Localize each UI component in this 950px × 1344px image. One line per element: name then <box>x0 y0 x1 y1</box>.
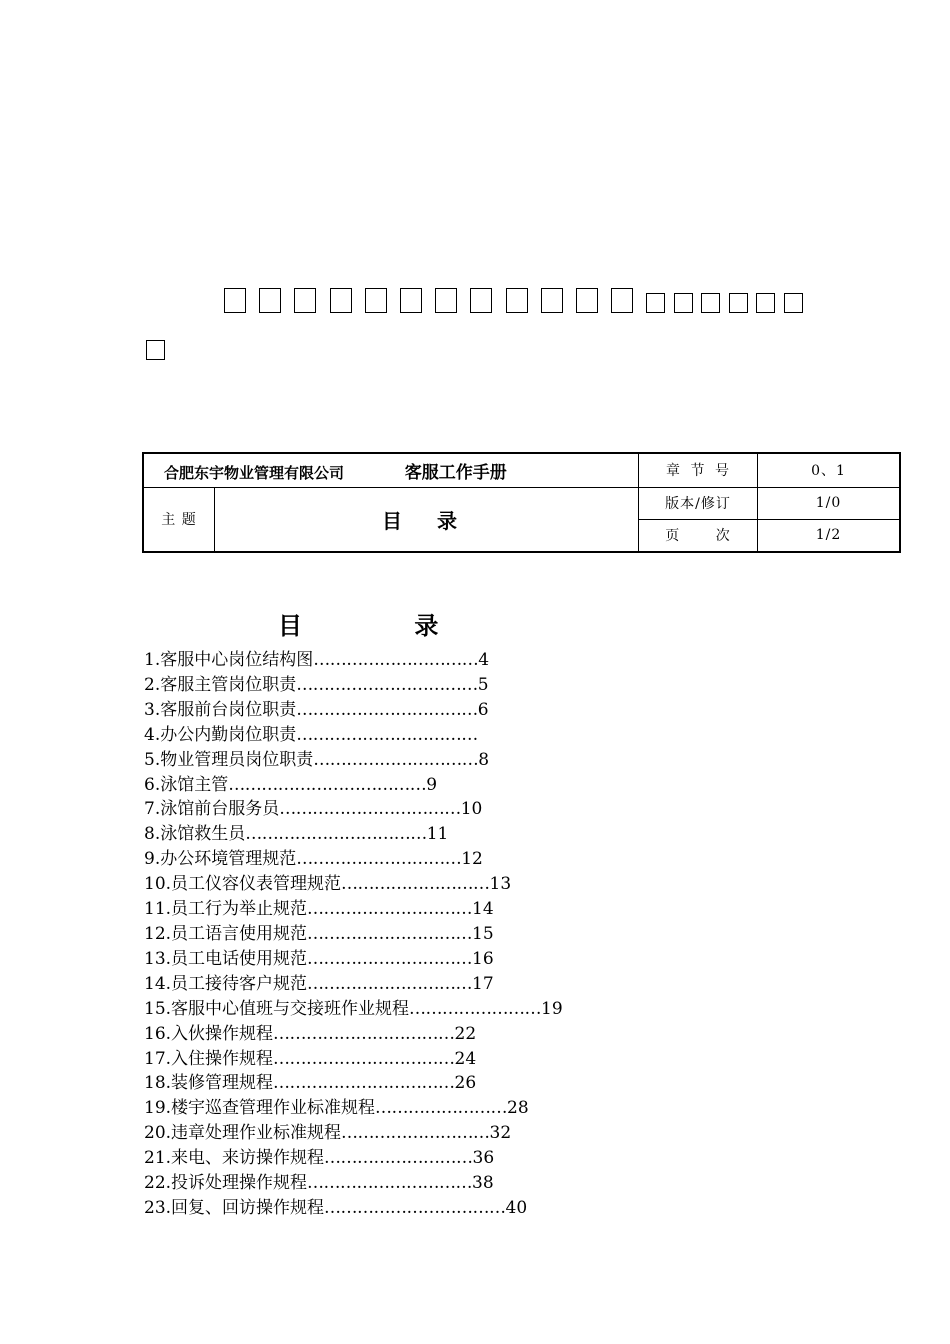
toc-entry-dots: ………………………… <box>307 923 473 944</box>
toc-entry[interactable] <box>144 1196 563 1221</box>
toc-entry-page: 24 <box>454 1048 477 1069</box>
missing-glyph-box <box>294 288 316 313</box>
page-label: 页 次 <box>639 519 758 552</box>
toc-entry-page: 36 <box>472 1148 495 1169</box>
toc-entry-title: 6.泳馆主管 <box>144 774 229 795</box>
toc-entry[interactable] <box>144 847 563 872</box>
toc-entry-title: 9.办公环境管理规范 <box>144 849 297 870</box>
toc-entry-page: 16 <box>472 948 494 969</box>
toc-entry-dots: …………………………… <box>273 1023 455 1044</box>
toc-entry-title: 22.投诉处理操作规程 <box>144 1173 308 1194</box>
toc-entry[interactable] <box>144 1121 563 1146</box>
missing-glyph-box <box>365 288 387 313</box>
toc-entry-title: 18.装修管理规程 <box>144 1073 274 1094</box>
toc-entry-title: 2.客服主管岗位职责 <box>144 674 297 695</box>
toc-entry-dots: ………………………… <box>313 749 479 770</box>
toc-entry[interactable] <box>144 1171 563 1196</box>
toc-entry-dots: …………………………… <box>296 724 478 745</box>
toc-entry-page: 15 <box>472 923 494 944</box>
toc-entry-dots: ……………………… <box>341 1123 490 1144</box>
subject-label: 主 题 <box>143 487 215 552</box>
toc-entry-title: 20.违章处理作业标准规程 <box>144 1123 342 1144</box>
toc-entry-page: 17 <box>472 973 494 994</box>
toc-entry-page: 5 <box>477 674 489 695</box>
toc-entry-title: 23.回复、回访操作规程 <box>144 1197 325 1218</box>
toc-heading-right: 录 <box>414 612 439 640</box>
toc-entry-page: 26 <box>454 1073 477 1094</box>
toc-entry-page: 6 <box>477 699 489 720</box>
missing-glyph-box <box>784 293 803 313</box>
missing-glyph-box <box>146 340 165 360</box>
toc-entry[interactable] <box>144 922 563 947</box>
missing-glyph-box <box>470 288 492 313</box>
toc-entry-dots: …………………………… <box>273 1048 455 1069</box>
toc-entry-dots: …………………………… <box>273 1073 455 1094</box>
toc-entry-page: 13 <box>489 874 512 895</box>
toc-entry[interactable] <box>144 1146 563 1171</box>
toc-entry-dots: ……………………… <box>341 874 490 895</box>
toc-entry[interactable] <box>144 723 563 748</box>
toc-entry-page: 22 <box>454 1023 477 1044</box>
subject-title: 目 录 <box>215 487 639 552</box>
manual-title: 客服工作手册 <box>404 462 507 483</box>
toc-entry[interactable] <box>144 1047 563 1072</box>
toc-entry[interactable] <box>144 822 563 847</box>
toc-entry-dots: …………………… <box>375 1098 508 1119</box>
toc-entry-page: 8 <box>478 749 490 770</box>
header-company-cell <box>143 453 639 487</box>
toc-entry-dots: ………………………… <box>307 899 473 920</box>
chapter-label: 章 节 号 <box>639 453 758 487</box>
toc-entry-page: 9 <box>426 774 438 795</box>
missing-glyph-box <box>330 288 352 313</box>
toc-entry-dots: ………………………… <box>307 973 473 994</box>
missing-glyph-box <box>611 288 633 313</box>
toc-entry-dots: ……………………… <box>324 1148 473 1169</box>
missing-glyph-box <box>674 293 693 313</box>
chapter-value: 0、1 <box>758 453 901 487</box>
toc-entry[interactable] <box>144 648 563 673</box>
toc-entry-title: 19.楼宇巡查管理作业标准规程 <box>144 1098 376 1119</box>
toc-entry[interactable] <box>144 972 563 997</box>
page-value: 1/2 <box>758 519 901 552</box>
missing-glyph-box <box>541 288 563 313</box>
toc-entry-dots: …………………………… <box>296 674 478 695</box>
toc-entry-dots: ………………………… <box>313 650 479 670</box>
toc-entry[interactable] <box>144 1096 563 1121</box>
toc-list <box>144 648 563 1221</box>
toc-entry-title: 8.泳馆救生员 <box>144 824 246 845</box>
missing-glyph-box <box>400 288 422 313</box>
toc-entry-page: 14 <box>472 899 494 920</box>
toc-entry-page: 19 <box>541 998 563 1019</box>
toc-entry-title: 10.员工仪容仪表管理规范 <box>144 874 342 895</box>
toc-entry-page: 12 <box>461 849 483 870</box>
toc-entry-page: 11 <box>426 824 449 845</box>
toc-entry-title: 5.物业管理员岗位职责 <box>144 749 314 770</box>
toc-entry[interactable] <box>144 872 563 897</box>
missing-glyph-box <box>756 293 775 313</box>
missing-glyph-box <box>506 288 528 313</box>
toc-entry-title: 15.客服中心值班与交接班作业规程 <box>144 998 410 1019</box>
toc-entry-dots: …………………………… <box>324 1197 506 1218</box>
toc-entry-title: 12.员工语言使用规范 <box>144 923 308 944</box>
toc-entry-page: 4 <box>478 650 490 670</box>
toc-entry[interactable] <box>144 1071 563 1096</box>
toc-entry-dots: ………………………… <box>296 849 462 870</box>
toc-entry[interactable] <box>144 947 563 972</box>
toc-entry-dots: ……………………………… <box>228 774 427 795</box>
version-value: 1/0 <box>758 487 901 519</box>
toc-entry-title: 7.泳馆前台服务员 <box>144 799 280 820</box>
toc-entry-title: 13.员工电话使用规范 <box>144 948 308 969</box>
missing-glyph-box <box>646 293 665 313</box>
toc-entry[interactable] <box>144 748 563 773</box>
missing-glyph-box <box>435 288 457 313</box>
toc-entry-title: 16.入伙操作规程 <box>144 1023 274 1044</box>
toc-entry-title: 14.员工接待客户规范 <box>144 973 308 994</box>
toc-entry[interactable] <box>144 797 563 822</box>
toc-entry-dots: ………………………… <box>307 1173 473 1194</box>
toc-entry-page: 28 <box>507 1098 529 1119</box>
toc-entry[interactable] <box>144 997 563 1022</box>
toc-entry-page: 38 <box>472 1173 494 1194</box>
title-placeholder-line-2 <box>146 340 174 360</box>
toc-entry[interactable] <box>144 698 563 723</box>
toc-entry-page: 40 <box>505 1197 528 1218</box>
missing-glyph-box <box>576 288 598 313</box>
toc-entry-dots: …………………………… <box>279 799 461 820</box>
missing-glyph-box <box>259 288 281 313</box>
toc-entry-dots: ………………………… <box>307 948 473 969</box>
company-name: 合肥东宇物业管理有限公司 <box>164 463 345 482</box>
toc-entry-title: 21.来电、来访操作规程 <box>144 1148 325 1169</box>
toc-entry[interactable] <box>144 773 563 798</box>
toc-entry-title: 1.客服中心岗位结构图 <box>144 650 314 670</box>
toc-entry[interactable] <box>144 1022 563 1047</box>
toc-entry-dots: …………………… <box>409 998 542 1019</box>
document-header-table <box>142 452 901 553</box>
toc-entry-page: 10 <box>460 799 483 820</box>
version-label: 版本/修订 <box>639 487 758 519</box>
toc-entry[interactable] <box>144 897 563 922</box>
toc-heading-left: 目 <box>278 612 302 640</box>
toc-entry-title: 3.客服前台岗位职责 <box>144 699 297 720</box>
missing-glyph-box <box>729 293 748 313</box>
toc-heading <box>278 606 438 641</box>
title-placeholder-line-1 <box>224 288 811 313</box>
toc-entry-title: 4.办公内勤岗位职责 <box>144 724 297 745</box>
toc-entry-title: 17.入住操作规程 <box>144 1048 274 1069</box>
toc-entry-title: 11.员工行为举止规范 <box>144 899 308 920</box>
toc-entry-page: 32 <box>489 1123 512 1144</box>
toc-entry-dots: …………………………… <box>296 699 478 720</box>
toc-entry-dots: …………………………… <box>245 824 427 845</box>
toc-entry[interactable] <box>144 673 563 698</box>
missing-glyph-box <box>701 293 720 313</box>
missing-glyph-box <box>224 288 246 313</box>
